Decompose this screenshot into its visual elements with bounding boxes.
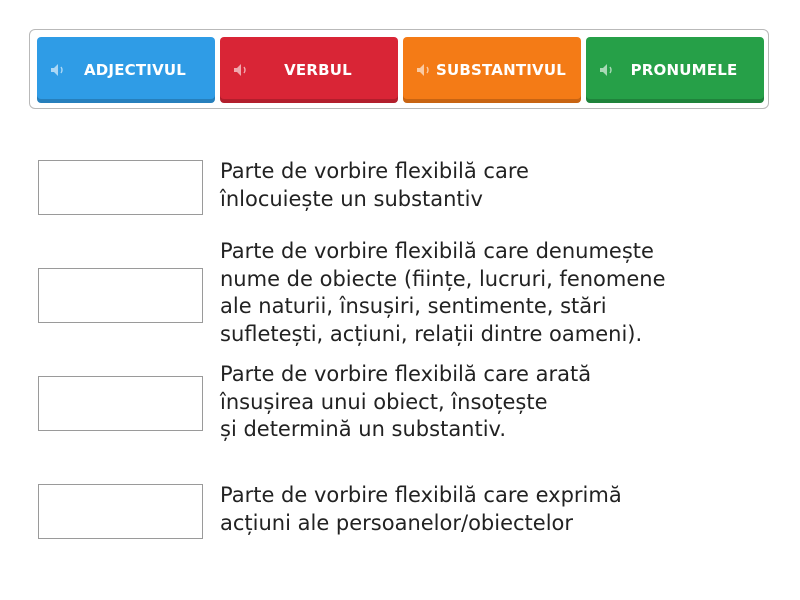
definition-text: Parte de vorbire flexibilă care denumește nume de obiecte (ființe, lucruri, fenomene ale naturii, însușiri, sentimente, stări sufletești, acțiuni, relații dintre oameni). xyxy=(220,239,666,346)
definition-text: Parte de vorbire flexibilă care arată însușirea unui obiect, însoțește și determină un substantiv. xyxy=(220,362,592,441)
drop-zone[interactable] xyxy=(38,268,203,323)
tile-label: VERBUL xyxy=(284,61,352,79)
drop-zone[interactable] xyxy=(38,376,203,431)
drop-zone[interactable] xyxy=(38,484,203,539)
definition-text: Parte de vorbire flexibilă care exprimă acțiuni ale persoanelor/obiectelor xyxy=(220,483,622,535)
speaker-icon[interactable] xyxy=(50,63,68,77)
tile-label: SUBSTANTIVUL xyxy=(435,61,566,79)
word-bank xyxy=(29,29,769,109)
speaker-icon[interactable] xyxy=(233,63,251,77)
definition-text: Parte de vorbire flexibilă care înlocuiește un substantiv xyxy=(220,159,529,211)
speaker-icon[interactable] xyxy=(599,63,617,77)
tile-adjectivul[interactable] xyxy=(37,37,215,103)
drop-zone[interactable] xyxy=(38,160,203,215)
tile-label: ADJECTIVUL xyxy=(83,61,187,79)
tile-pronumele[interactable] xyxy=(586,37,764,103)
tile-verbul[interactable] xyxy=(220,37,398,103)
speaker-icon[interactable] xyxy=(416,63,434,77)
tile-substantivul[interactable] xyxy=(403,37,581,103)
tile-label: PRONUMELE xyxy=(630,61,738,79)
